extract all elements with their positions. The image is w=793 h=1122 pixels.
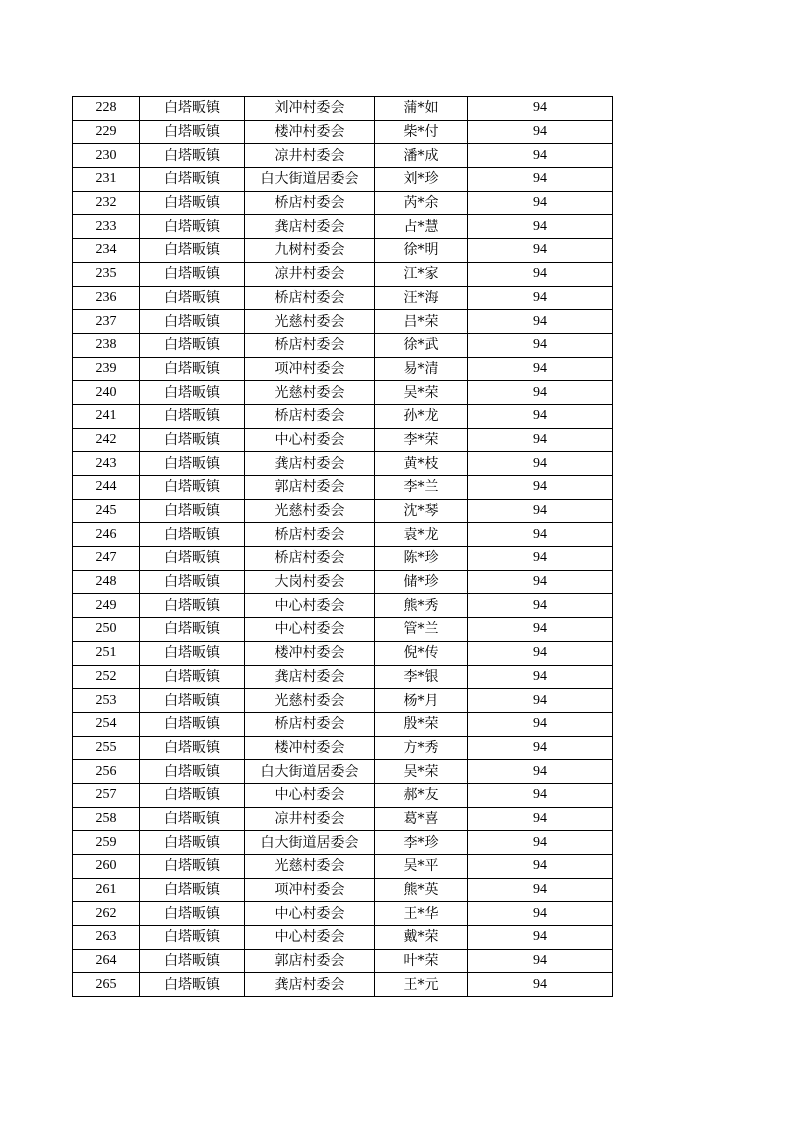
table-row — [73, 594, 613, 618]
table-row — [73, 523, 613, 547]
value-cell: 94 — [468, 618, 613, 642]
village-committee-cell: 凉井村委会 — [245, 262, 375, 286]
village-committee-cell: 项冲村委会 — [245, 878, 375, 902]
town-cell: 白塔畈镇 — [140, 949, 245, 973]
row-number-cell: 237 — [73, 310, 140, 334]
person-name-cell: 储*珍 — [375, 570, 468, 594]
town-cell: 白塔畈镇 — [140, 807, 245, 831]
table-row — [73, 949, 613, 973]
value-cell: 94 — [468, 547, 613, 571]
value-cell: 94 — [468, 239, 613, 263]
village-committee-cell: 光慈村委会 — [245, 381, 375, 405]
town-cell: 白塔畈镇 — [140, 878, 245, 902]
person-name-cell: 李*珍 — [375, 831, 468, 855]
person-name-cell: 徐*武 — [375, 333, 468, 357]
row-number-cell: 257 — [73, 783, 140, 807]
table-row — [73, 665, 613, 689]
value-cell: 94 — [468, 499, 613, 523]
village-committee-cell: 桥店村委会 — [245, 523, 375, 547]
table-row — [73, 144, 613, 168]
village-committee-cell: 中心村委会 — [245, 594, 375, 618]
value-cell: 94 — [468, 855, 613, 879]
village-committee-cell: 桥店村委会 — [245, 712, 375, 736]
row-number-cell: 251 — [73, 641, 140, 665]
table-row — [73, 712, 613, 736]
value-cell: 94 — [468, 168, 613, 192]
village-committee-cell: 九树村委会 — [245, 239, 375, 263]
table-row — [73, 689, 613, 713]
value-cell: 94 — [468, 428, 613, 452]
town-cell: 白塔畈镇 — [140, 902, 245, 926]
table-row — [73, 618, 613, 642]
town-cell: 白塔畈镇 — [140, 428, 245, 452]
table-row — [73, 262, 613, 286]
village-committee-cell: 桥店村委会 — [245, 404, 375, 428]
town-cell: 白塔畈镇 — [140, 523, 245, 547]
village-committee-cell: 凉井村委会 — [245, 144, 375, 168]
value-cell: 94 — [468, 665, 613, 689]
person-name-cell: 管*兰 — [375, 618, 468, 642]
person-name-cell: 叶*荣 — [375, 949, 468, 973]
value-cell: 94 — [468, 191, 613, 215]
person-name-cell: 潘*成 — [375, 144, 468, 168]
table-row — [73, 736, 613, 760]
town-cell: 白塔畈镇 — [140, 665, 245, 689]
value-cell: 94 — [468, 97, 613, 121]
town-cell: 白塔畈镇 — [140, 357, 245, 381]
row-number-cell: 246 — [73, 523, 140, 547]
village-committee-cell: 龚店村委会 — [245, 452, 375, 476]
person-name-cell: 孙*龙 — [375, 404, 468, 428]
person-name-cell: 李*银 — [375, 665, 468, 689]
person-name-cell: 刘*珍 — [375, 168, 468, 192]
table-row — [73, 381, 613, 405]
town-cell: 白塔畈镇 — [140, 499, 245, 523]
value-cell: 94 — [468, 523, 613, 547]
town-cell: 白塔畈镇 — [140, 926, 245, 950]
person-name-cell: 熊*秀 — [375, 594, 468, 618]
town-cell: 白塔畈镇 — [140, 286, 245, 310]
row-number-cell: 250 — [73, 618, 140, 642]
row-number-cell: 238 — [73, 333, 140, 357]
town-cell: 白塔畈镇 — [140, 570, 245, 594]
value-cell: 94 — [468, 689, 613, 713]
table-row — [73, 973, 613, 997]
person-name-cell: 徐*明 — [375, 239, 468, 263]
person-name-cell: 袁*龙 — [375, 523, 468, 547]
value-cell: 94 — [468, 973, 613, 997]
person-name-cell: 芮*余 — [375, 191, 468, 215]
value-cell: 94 — [468, 310, 613, 334]
village-committee-cell: 桥店村委会 — [245, 547, 375, 571]
person-name-cell: 殷*荣 — [375, 712, 468, 736]
town-cell: 白塔畈镇 — [140, 831, 245, 855]
roster-body — [73, 97, 613, 997]
person-name-cell: 方*秀 — [375, 736, 468, 760]
value-cell: 94 — [468, 831, 613, 855]
town-cell: 白塔畈镇 — [140, 262, 245, 286]
table-row — [73, 428, 613, 452]
person-name-cell: 王*元 — [375, 973, 468, 997]
person-name-cell: 郝*友 — [375, 783, 468, 807]
table-row — [73, 807, 613, 831]
row-number-cell: 241 — [73, 404, 140, 428]
town-cell: 白塔畈镇 — [140, 144, 245, 168]
village-committee-cell: 项冲村委会 — [245, 357, 375, 381]
table-row — [73, 215, 613, 239]
village-committee-cell: 楼冲村委会 — [245, 736, 375, 760]
value-cell: 94 — [468, 926, 613, 950]
row-number-cell: 249 — [73, 594, 140, 618]
row-number-cell: 260 — [73, 855, 140, 879]
village-committee-cell: 龚店村委会 — [245, 973, 375, 997]
value-cell: 94 — [468, 760, 613, 784]
town-cell: 白塔畈镇 — [140, 712, 245, 736]
village-committee-cell: 白大街道居委会 — [245, 168, 375, 192]
table-row — [73, 357, 613, 381]
row-number-cell: 248 — [73, 570, 140, 594]
town-cell: 白塔畈镇 — [140, 547, 245, 571]
row-number-cell: 234 — [73, 239, 140, 263]
row-number-cell: 265 — [73, 973, 140, 997]
village-committee-cell: 桥店村委会 — [245, 286, 375, 310]
town-cell: 白塔畈镇 — [140, 333, 245, 357]
town-cell: 白塔畈镇 — [140, 641, 245, 665]
row-number-cell: 252 — [73, 665, 140, 689]
table-row — [73, 641, 613, 665]
value-cell: 94 — [468, 594, 613, 618]
row-number-cell: 236 — [73, 286, 140, 310]
row-number-cell: 255 — [73, 736, 140, 760]
table-row — [73, 310, 613, 334]
value-cell: 94 — [468, 570, 613, 594]
table-row — [73, 878, 613, 902]
person-name-cell: 汪*海 — [375, 286, 468, 310]
roster-table — [72, 96, 613, 997]
value-cell: 94 — [468, 783, 613, 807]
row-number-cell: 253 — [73, 689, 140, 713]
row-number-cell: 254 — [73, 712, 140, 736]
village-committee-cell: 中心村委会 — [245, 618, 375, 642]
village-committee-cell: 白大街道居委会 — [245, 831, 375, 855]
village-committee-cell: 中心村委会 — [245, 926, 375, 950]
table-row — [73, 404, 613, 428]
person-name-cell: 杨*月 — [375, 689, 468, 713]
table-row — [73, 333, 613, 357]
row-number-cell: 262 — [73, 902, 140, 926]
row-number-cell: 232 — [73, 191, 140, 215]
village-committee-cell: 光慈村委会 — [245, 499, 375, 523]
person-name-cell: 柴*付 — [375, 120, 468, 144]
person-name-cell: 江*家 — [375, 262, 468, 286]
town-cell: 白塔畈镇 — [140, 476, 245, 500]
table-row — [73, 547, 613, 571]
table-row — [73, 476, 613, 500]
table-row — [73, 168, 613, 192]
row-number-cell: 261 — [73, 878, 140, 902]
row-number-cell: 264 — [73, 949, 140, 973]
town-cell: 白塔畈镇 — [140, 168, 245, 192]
value-cell: 94 — [468, 357, 613, 381]
row-number-cell: 240 — [73, 381, 140, 405]
table-row — [73, 97, 613, 121]
table-row — [73, 452, 613, 476]
row-number-cell: 263 — [73, 926, 140, 950]
row-number-cell: 245 — [73, 499, 140, 523]
village-committee-cell: 光慈村委会 — [245, 855, 375, 879]
village-committee-cell: 郭店村委会 — [245, 476, 375, 500]
person-name-cell: 戴*荣 — [375, 926, 468, 950]
table-row — [73, 120, 613, 144]
row-number-cell: 256 — [73, 760, 140, 784]
row-number-cell: 258 — [73, 807, 140, 831]
person-name-cell: 李*兰 — [375, 476, 468, 500]
person-name-cell: 蒲*如 — [375, 97, 468, 121]
village-committee-cell: 白大街道居委会 — [245, 760, 375, 784]
town-cell: 白塔畈镇 — [140, 191, 245, 215]
town-cell: 白塔畈镇 — [140, 594, 245, 618]
village-committee-cell: 中心村委会 — [245, 428, 375, 452]
row-number-cell: 242 — [73, 428, 140, 452]
town-cell: 白塔畈镇 — [140, 760, 245, 784]
row-number-cell: 231 — [73, 168, 140, 192]
village-committee-cell: 凉井村委会 — [245, 807, 375, 831]
town-cell: 白塔畈镇 — [140, 452, 245, 476]
row-number-cell: 247 — [73, 547, 140, 571]
value-cell: 94 — [468, 452, 613, 476]
town-cell: 白塔畈镇 — [140, 215, 245, 239]
village-committee-cell: 龚店村委会 — [245, 215, 375, 239]
row-number-cell: 229 — [73, 120, 140, 144]
town-cell: 白塔畈镇 — [140, 97, 245, 121]
row-number-cell: 230 — [73, 144, 140, 168]
village-committee-cell: 刘冲村委会 — [245, 97, 375, 121]
table-row — [73, 239, 613, 263]
value-cell: 94 — [468, 120, 613, 144]
table-row — [73, 286, 613, 310]
value-cell: 94 — [468, 404, 613, 428]
person-name-cell: 李*荣 — [375, 428, 468, 452]
town-cell: 白塔畈镇 — [140, 973, 245, 997]
person-name-cell: 黄*枝 — [375, 452, 468, 476]
row-number-cell: 244 — [73, 476, 140, 500]
village-committee-cell: 楼冲村委会 — [245, 641, 375, 665]
table-row — [73, 902, 613, 926]
table-row — [73, 926, 613, 950]
table-row — [73, 191, 613, 215]
person-name-cell: 吴*平 — [375, 855, 468, 879]
village-committee-cell: 楼冲村委会 — [245, 120, 375, 144]
value-cell: 94 — [468, 476, 613, 500]
town-cell: 白塔畈镇 — [140, 239, 245, 263]
value-cell: 94 — [468, 215, 613, 239]
person-name-cell: 沈*琴 — [375, 499, 468, 523]
row-number-cell: 259 — [73, 831, 140, 855]
town-cell: 白塔畈镇 — [140, 310, 245, 334]
village-committee-cell: 桥店村委会 — [245, 333, 375, 357]
person-name-cell: 吴*荣 — [375, 381, 468, 405]
table-row — [73, 499, 613, 523]
town-cell: 白塔畈镇 — [140, 783, 245, 807]
table-row — [73, 831, 613, 855]
town-cell: 白塔畈镇 — [140, 404, 245, 428]
town-cell: 白塔畈镇 — [140, 689, 245, 713]
town-cell: 白塔畈镇 — [140, 120, 245, 144]
town-cell: 白塔畈镇 — [140, 855, 245, 879]
row-number-cell: 243 — [73, 452, 140, 476]
village-committee-cell: 大岗村委会 — [245, 570, 375, 594]
person-name-cell: 吴*荣 — [375, 760, 468, 784]
value-cell: 94 — [468, 712, 613, 736]
village-committee-cell: 中心村委会 — [245, 783, 375, 807]
value-cell: 94 — [468, 736, 613, 760]
village-committee-cell: 龚店村委会 — [245, 665, 375, 689]
table-row — [73, 855, 613, 879]
value-cell: 94 — [468, 878, 613, 902]
village-committee-cell: 光慈村委会 — [245, 689, 375, 713]
town-cell: 白塔畈镇 — [140, 736, 245, 760]
person-name-cell: 熊*英 — [375, 878, 468, 902]
value-cell: 94 — [468, 381, 613, 405]
town-cell: 白塔畈镇 — [140, 618, 245, 642]
person-name-cell: 倪*传 — [375, 641, 468, 665]
value-cell: 94 — [468, 902, 613, 926]
row-number-cell: 228 — [73, 97, 140, 121]
value-cell: 94 — [468, 144, 613, 168]
value-cell: 94 — [468, 949, 613, 973]
person-name-cell: 易*清 — [375, 357, 468, 381]
row-number-cell: 235 — [73, 262, 140, 286]
value-cell: 94 — [468, 333, 613, 357]
value-cell: 94 — [468, 807, 613, 831]
person-name-cell: 陈*珍 — [375, 547, 468, 571]
value-cell: 94 — [468, 286, 613, 310]
village-committee-cell: 中心村委会 — [245, 902, 375, 926]
table-row — [73, 570, 613, 594]
row-number-cell: 233 — [73, 215, 140, 239]
village-committee-cell: 光慈村委会 — [245, 310, 375, 334]
person-name-cell: 吕*荣 — [375, 310, 468, 334]
table-row — [73, 760, 613, 784]
value-cell: 94 — [468, 641, 613, 665]
person-name-cell: 葛*喜 — [375, 807, 468, 831]
village-committee-cell: 郭店村委会 — [245, 949, 375, 973]
village-committee-cell: 桥店村委会 — [245, 191, 375, 215]
value-cell: 94 — [468, 262, 613, 286]
row-number-cell: 239 — [73, 357, 140, 381]
person-name-cell: 占*慧 — [375, 215, 468, 239]
table-row — [73, 783, 613, 807]
person-name-cell: 王*华 — [375, 902, 468, 926]
town-cell: 白塔畈镇 — [140, 381, 245, 405]
